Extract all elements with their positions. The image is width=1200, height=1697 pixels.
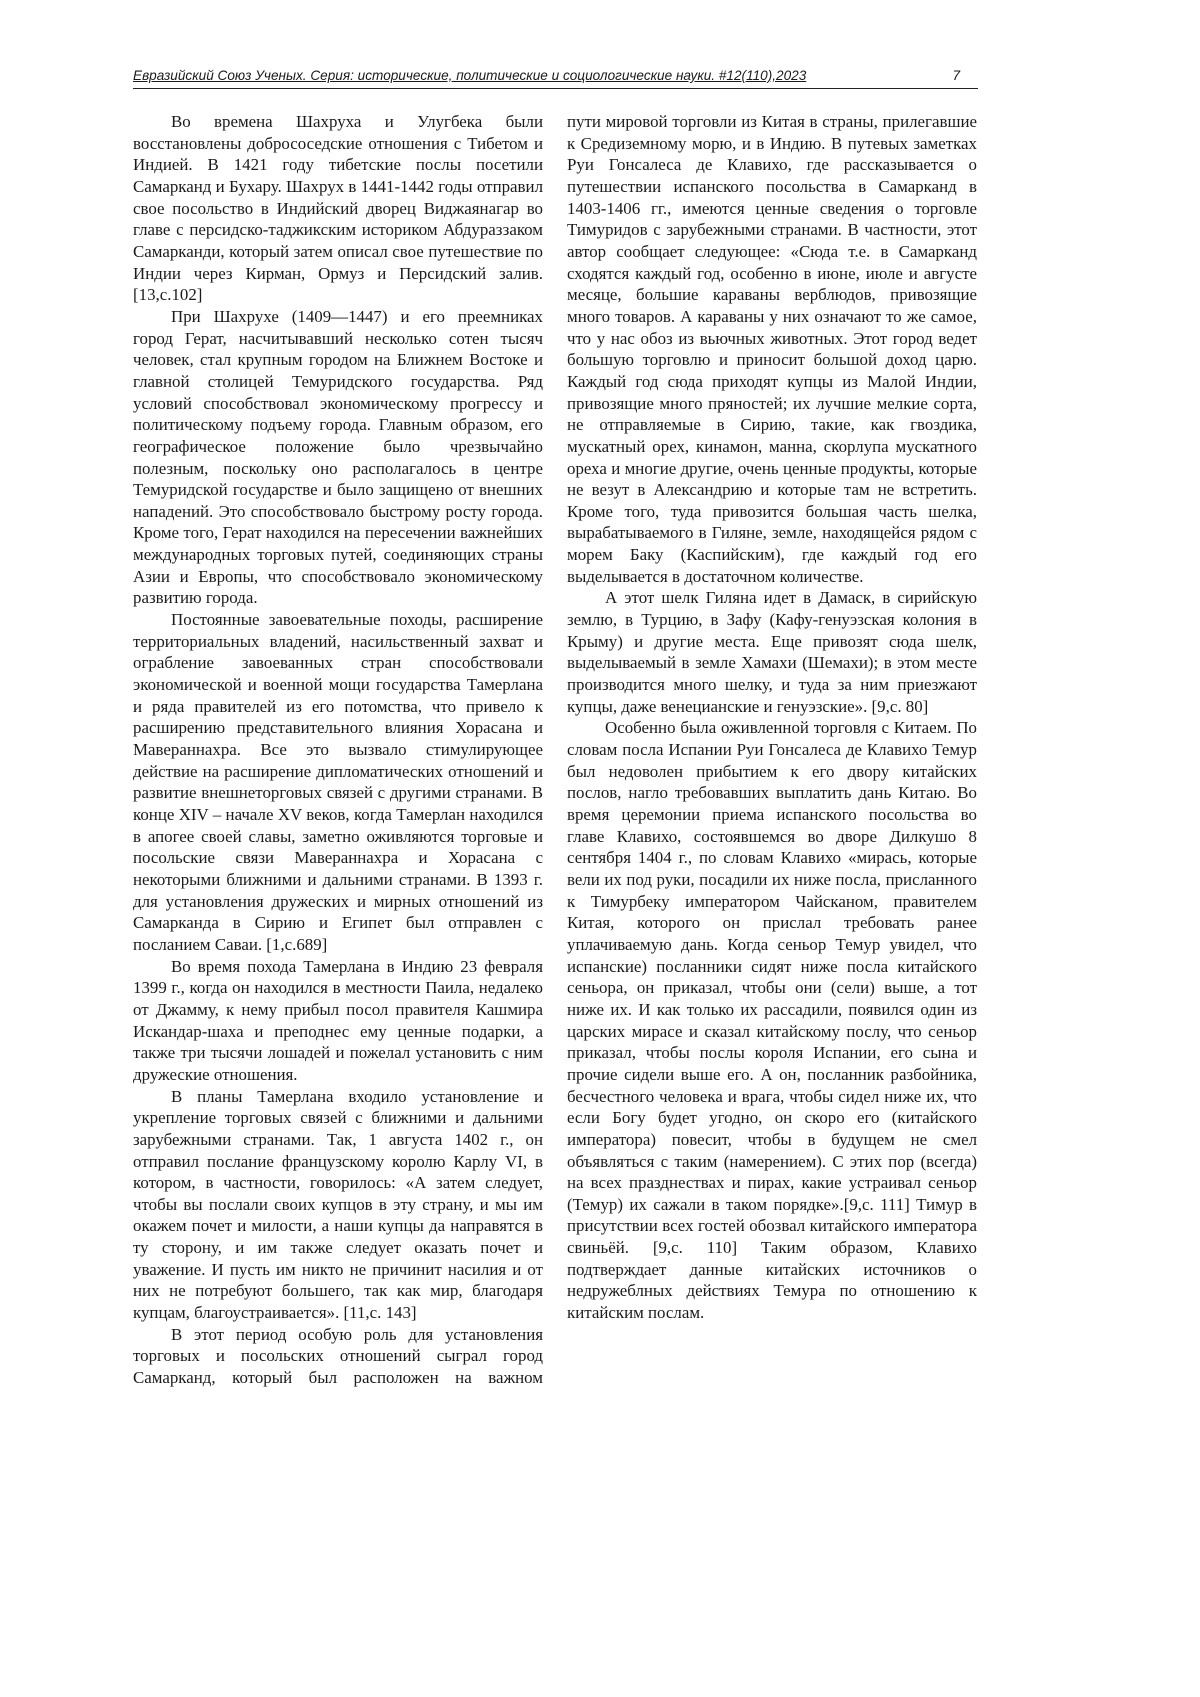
paragraph: Особенно была оживленной торговля с Китаем. По словам посла Испании Руи Гонсалеса де Клавихо Темур был недоволен прибытием к его двору китайских послов, нагло требовавших выплатить дань Китаю. Во время церемонии приема испанского посольства во главе Клавихо, состоявшемся во дворе Дилкушо 8 сентября 1404 г., по словам Клавихо «мирась, которые вели их под руки, посадили их ниже посла, присланного к Тимурбеку императором Чайсканом, правителем Китая, которого он прислал требовать ранее уплачиваемую дань. Когда сеньор Темур увидел, что испанские) посланники сидят ниже посла китайского сеньора, он приказал, чтобы они (сели) выше, а тот ниже их. И как только их рассадили, появился один из царских мирасе и сказал китайскому послу, что сеньор приказал, чтобы послы короля Испании, его сына и прочие сидели выше его. А он, посланник разбойника, бесчестного человека и врага, чтобы сидел ниже их, что если Богу будет угодно, он скоро его (китайского императора) повесит, чтобы в будущем не смел объявляться с таким (намерением). С этих пор (всегда) на всех празднествах и пирах, какие устраивал сеньор (Темур) их сажали в таком порядке».[9,с. 111] Тимур в присутствии всех гостей обозвал китайского императора свиньёй. [9,с. 110] Таким образом, Клавихо подтверждает данные китайских источников о недружеблных действиях Темура по отношению к китайским послам. xyxy=(567,717,977,1323)
paragraph: Во времена Шахруха и Улугбека были восстановлены добрососедские отношения с Тибетом и Индией. В 1421 году тибетские послы посетили Самарканд и Бухару. Шахрух в 1441-1442 годы отправил свое посольство в Индийский дворец Виджаянагар во главе с персидско-таджикским историком Абдураззаком Самарканди, который затем описал свое путешествие по Индии через Кирман, Ормуз и Персидский залив.[13,с.102] xyxy=(133,111,543,306)
paragraph: Постоянные завоевательные походы, расширение территориальных владений, насильственный захват и ограбление завоеванных стран способствовали экономической и военной мощи государства Тамерлана и ряда правителей из его потомства, что привело к расширению представительного влияния Хорасана и Мавераннахра. Все это вызвало стимулирующее действие на расширение дипломатических отношений и развитие внешнеторговых связей с другими странами. В конце XIV – начале XV веков, когда Тамерлан находился в апогее своей славы, заметно оживляются торговые и посольские связи Мавераннахра и Хорасана с некоторыми ближними и дальними странами. В 1393 г. для установления дружеских и мирных отношений из Самарканда в Сирию и Египет был отправлен с посланием Саваи. [1,с.689] xyxy=(133,609,543,956)
paragraph-continuation: пути мировой торговли из Китая в страны, прилегавшие к Средиземному морю, и в Индию. В путевых заметках Руи Гонсалеса де Клавихо, где рассказывается о путешествии испанского посольства в Самарканд в 1403-1406 гг., имеются ценные сведения о торговле Тимуридов с зарубежными странами. В частности, этот автор сообщает следующее: «Сюда т.е. в Самарканд сходятся каждый год, особенно в июне, июле и августе месяце, большие караваны верблюдов, привозящие много товаров. А караваны у них означают то же самое, что у нас обоз из вьючных животных. Этот город ведет большую торговлю и приносит большой доход царю. Каждый год сюда приходят купцы из Малой Индии, привозящие много пряностей; их лучшие мелкие сорта, не отправляемые в Сирию, такие, как гвоздика, мускатный орех, кинамон, манна, скорлупа мускатного ореха и многие другие, очень ценные продукты, которые не везут в Александрию и которые там не встретить. Кроме того, туда привозится большая часть шелка, вырабатываемого в Гиляне, земле, находящейся рядом с морем Баку (Каспийским), где каждый год его выделывается в достаточном количестве. xyxy=(567,111,977,587)
journal-title: Евразийский Союз Ученых. Серия: исторические, политические и социологические науки. #12(110),2023 xyxy=(133,66,806,86)
running-header xyxy=(133,66,978,89)
paragraph: В этот период особую роль для установления торговых и посольских отношений сыграл город Самарканд, который был расположен на важном xyxy=(133,1324,543,1389)
paragraph: При Шахрухе (1409—1447) и его преемниках город Герат, насчитывавший несколько сотен тысяч человек, стал крупным городом на Ближнем Востоке и главной столицей Темуридского государства. Ряд условий способствовал экономическому прогрессу и политическому подъему города. Главным образом, его географическое положение было чрезвычайно полезным, поскольку оно располагалось в центре Темуридской государстве и было защищено от внешних нападений. Это способствовало быстрому росту города. Кроме того, Герат находился на пересечении важнейших международных торговых путей, соединяющих страны Азии и Европы, что способствовало экономическому развитию города. xyxy=(133,306,543,609)
right-column xyxy=(567,111,977,1324)
paragraph: А этот шелк Гиляна идет в Дамаск, в сирийскую землю, в Турцию, в Зафу (Кафу-генуэзская колония в Крыму) и другие места. Еще привозят сюда шелк, выделываемый в земле Хамахи (Шемахи); в этом месте производится много шелку, и туда за ним приезжают купцы, даже венецианские и генуэзские». [9,с. 80] xyxy=(567,587,977,717)
paragraph: Во время похода Тамерлана в Индию 23 февраля 1399 г., когда он находился в местности Паила, недалеко от Джамму, к нему прибыл посол правителя Кашмира Искандар-шаха и преподнес ему ценные подарки, а также три тысячи лошадей и пожелал установить с ним дружеские отношения. xyxy=(133,956,543,1086)
page-number: 7 xyxy=(952,66,960,86)
left-column xyxy=(133,111,543,1389)
paragraph: В планы Тамерлана входило установление и укрепление торговых связей с ближними и дальними зарубежными странами. Так, 1 августа 1402 г., он отправил послание французскому королю Карлу VI, в котором, в частности, говорилось: «А затем следует, чтобы вы послали своих купцов в эту страну, и мы им окажем почет и милости, а наши купцы да направятся в ту сторону, и им также следует оказать почет и уважение. И пусть им никто не причинит насилия и от них не потребуют большего, так как мир, благодаря купцам, благоустраивается». [11,с. 143] xyxy=(133,1086,543,1324)
